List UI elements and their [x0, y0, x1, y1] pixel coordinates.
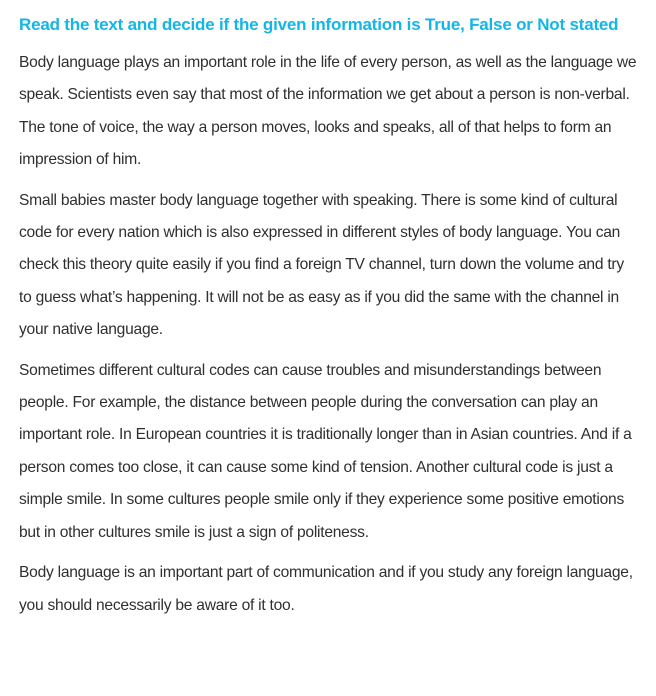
paragraph-4: Body language is an important part of communication and if you study any foreign language, you should necessarily be aware of it too. [19, 564, 633, 614]
paragraph-1: Body language plays an important role in the life of every person, as well as the language we speak. Scientists even say that most of the information we get about a person is non-verbal. The tone of voice, the way a person moves, looks and speaks, all of that helps to form an impression of him. [19, 54, 637, 169]
task-title: Read the text and decide if the given information is True, False or Not stated [19, 15, 619, 34]
reading-text [19, 47, 637, 622]
paragraph-2: Small babies master body language together with speaking. There is some kind of cultural code for every nation which is also expressed in different styles of body language. You can check this theory quite easily if you find a foreign TV channel, turn down the volume and try to guess what’s happening. It will not be as easy as if you did the same with the channel in your native language. [19, 191, 624, 339]
paragraph-3: Sometimes different cultural codes can cause troubles and misunderstandings between people. For example, the distance between people during the conversation can play an important role. In European countries it is traditionally longer than in Asian countries. And if a person comes too close, it can cause some kind of tension. Another cultural code is just a simple smile. In some cultures people smile only if they experience some positive emotions but in other cultures smile is just a sign of politeness. [19, 361, 632, 541]
